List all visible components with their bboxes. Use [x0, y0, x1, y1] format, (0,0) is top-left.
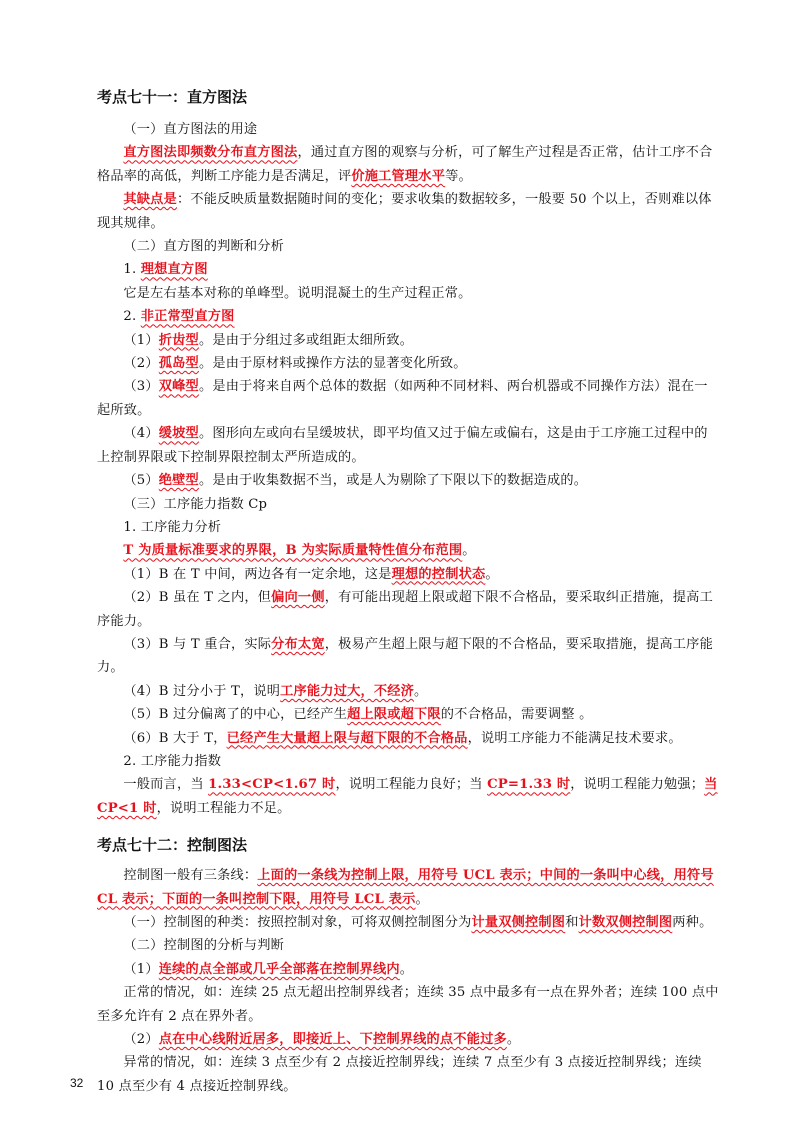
- paragraph: [97, 375, 721, 422]
- highlighted-text: 直方图法即频数分布直方图法: [123, 145, 298, 161]
- body-text: ，通过直方图的观察与分析，可了解生产过程是否正常，估计工序不合格品率的高低，判断工序能力是否满足，评: [97, 145, 713, 184]
- body-text: 和: [565, 915, 579, 930]
- paragraph: [97, 633, 721, 680]
- paragraph: [97, 958, 721, 981]
- body-text: （二）直方图的判断和分析: [123, 239, 285, 255]
- paragraph: [97, 469, 721, 492]
- body-text: 1.: [123, 262, 141, 278]
- paragraph: [97, 539, 721, 562]
- highlighted-text: 非正常型直方图: [140, 309, 235, 325]
- body-text: 它是左右基本对称的单峰型。说明混凝土的生产过程正常。: [123, 285, 472, 301]
- highlighted-text: 已经产生大量超上限与超下限的不合格品: [226, 730, 468, 746]
- body-text: （5）: [123, 473, 159, 489]
- body-text: ：不能反映质量数据随时间的变化；要求收集的数据较多，一般要 50 个以上，否则难以体现其规律。: [97, 192, 712, 231]
- section-heading: 考点七十二：控制图法: [97, 836, 248, 855]
- paragraph: [97, 1051, 721, 1098]
- highlighted-text: 孤岛型: [158, 356, 199, 372]
- paragraph: [97, 188, 721, 235]
- highlighted-text: 价施工管理水平: [351, 168, 446, 184]
- body-text: （1）: [123, 961, 159, 977]
- section-heading: 考点七十一：直方图法: [97, 88, 248, 106]
- body-text: （4）: [123, 426, 159, 442]
- body-text: 。是由于原材料或操作方法的显著变化所致。: [198, 356, 467, 372]
- body-text: 1. 工序能力分析: [123, 519, 222, 535]
- body-text: （4）B 过分小于 T，说明: [123, 683, 281, 699]
- paragraph: [97, 352, 721, 375]
- body-text: ，极易产生超上限与超下限的不合格品，要采取措施，提高工序能力。: [97, 636, 713, 676]
- highlighted-text: 其缺点是: [123, 192, 177, 208]
- paragraph: [97, 118, 721, 141]
- paragraph: [97, 329, 721, 352]
- body-text: 。是由于分组过多或组距太细所致。: [198, 332, 414, 348]
- paragraph: [97, 493, 721, 516]
- highlighted-text: T 为质量标准要求的界限，B 为实际质量特性值分布范围: [123, 543, 463, 559]
- highlighted-text: 工序能力过大，不经济: [280, 683, 415, 699]
- paragraph: [97, 563, 721, 586]
- body-text: 。: [462, 543, 476, 559]
- paragraph: [97, 305, 721, 328]
- highlighted-text: 分布太宽: [271, 636, 325, 652]
- body-text: （二）控制图的分析与判断: [123, 938, 285, 954]
- body-text: （5）B 过分偏离了的中心，已经产生: [123, 707, 348, 723]
- highlighted-text: 1.33<CP<1.67 时: [208, 777, 336, 793]
- highlighted-text: 连续的点全部或几乎全部落在控制界线内: [158, 961, 400, 977]
- body-text: 两种。: [672, 915, 713, 930]
- highlighted-text: 计量双侧控制图: [471, 915, 566, 930]
- paragraph: [97, 282, 721, 305]
- highlighted-text: 上面的一条线为控制上限，用符号 UCL 表示；中间的一条叫中心线，用符号 CL 表示；下面的一条叫控制下限，用符号 LCL 表示: [97, 868, 714, 907]
- body-text: （1）: [123, 332, 159, 348]
- highlighted-text: 当 CP<1 时: [97, 777, 718, 816]
- paragraph: [97, 422, 721, 469]
- body-text: 异常的情况，如：连续 3 点至少有 2 点接近控制界线；连续 7 点至少有 3 点接近控制界线；连续 10 点至少有 4 点接近控制界线。: [97, 1055, 702, 1094]
- body-text: ，说明工程能力良好；当: [335, 777, 488, 793]
- body-text: 2. 工序能力指数: [123, 753, 222, 769]
- body-text: （2）: [123, 1032, 159, 1048]
- body-text: （三）工序能力指数 Cp: [123, 496, 268, 512]
- page-content: [97, 80, 721, 1098]
- highlighted-text: 折齿型: [158, 332, 199, 348]
- body-text: 。: [415, 891, 429, 907]
- highlighted-text: 超上限或超下限: [347, 707, 441, 723]
- highlighted-text: 缓坡型: [158, 426, 199, 442]
- body-text: 。图形向左或向右呈缓坡状，即平均值又过于偏左或偏右，这是由于工序施工过程中的上控制界限或下控制界限控制太严所造成的。: [97, 426, 708, 465]
- paragraph: [97, 911, 721, 934]
- paragraph: [97, 750, 721, 773]
- paragraph: [97, 864, 721, 911]
- page-number: 32: [70, 1076, 84, 1090]
- highlighted-text: 计数双侧控制图: [578, 915, 673, 930]
- body-text: （6）B 大于 T，: [123, 730, 227, 746]
- body-text: 。: [506, 1032, 521, 1048]
- body-text: （3）: [123, 379, 159, 395]
- highlighted-text: 点在中心线附近居多，即接近上、下控制界线的点不能过多: [158, 1032, 507, 1048]
- highlighted-text: 绝壁型: [158, 473, 199, 489]
- body-text: 等。: [445, 168, 472, 184]
- paragraph: [97, 680, 721, 703]
- paragraph: [97, 516, 721, 539]
- body-text: 2.: [123, 309, 141, 325]
- body-text: 。是由于将来自两个总体的数据（如两种不同材料、两台机器或不同操作方法）混在一起所致。: [97, 379, 708, 418]
- body-text: （一）控制图的种类：按照控制对象，可将双侧控制图分为: [123, 915, 472, 930]
- body-text: （2）: [123, 356, 159, 372]
- paragraph: [97, 1028, 721, 1051]
- paragraph: [97, 981, 721, 1028]
- paragraph: [97, 727, 721, 750]
- paragraph: [97, 773, 721, 820]
- body-text: 的不合格品，需要调整 。: [440, 707, 593, 723]
- body-text: 。: [414, 683, 428, 699]
- highlighted-text: 理想的控制状态: [391, 566, 486, 582]
- body-text: ，说明工序能力不能满足技术要求。: [467, 730, 682, 746]
- paragraph: [97, 141, 721, 188]
- highlighted-text: 理想直方图: [140, 262, 208, 278]
- highlighted-text: 双峰型: [158, 379, 199, 395]
- body-text: 。: [485, 566, 499, 582]
- body-text: 正常的情况，如：连续 25 点无超出控制界线者；连续 35 点中最多有一点在界外者；连续 100 点中至多允许有 2 点在界外者。: [97, 985, 719, 1024]
- paragraph: [97, 934, 721, 957]
- highlighted-text: 偏向一侧: [271, 590, 325, 606]
- paragraph: [97, 586, 721, 633]
- body-text: ，说明工程能力勉强；: [570, 777, 705, 793]
- paragraph: [97, 258, 721, 281]
- body-text: （3）B 与 T 重合，实际: [123, 636, 272, 652]
- body-text: ，有可能出现超上限或超下限不合格品，要采取纠正措施，提高工序能力。: [97, 590, 713, 629]
- paragraph: [97, 703, 721, 726]
- body-text: 控制图一般有三条线：: [123, 868, 258, 884]
- body-text: （1）B 在 T 中间，两边各有一定余地，这是: [123, 566, 392, 582]
- body-text: 。是由于收集数据不当，或是人为剔除了下限以下的数据造成的。: [198, 473, 588, 489]
- body-text: （2）B 虽在 T 之内，但: [123, 590, 272, 606]
- body-text: 。: [399, 961, 414, 977]
- body-text: 一般而言，当: [123, 777, 209, 793]
- body-text: ，说明工程能力不足。: [156, 800, 291, 816]
- body-text: （一）直方图法的用途: [123, 122, 258, 137]
- highlighted-text: CP=1.33 时: [487, 777, 571, 793]
- paragraph: [97, 235, 721, 258]
